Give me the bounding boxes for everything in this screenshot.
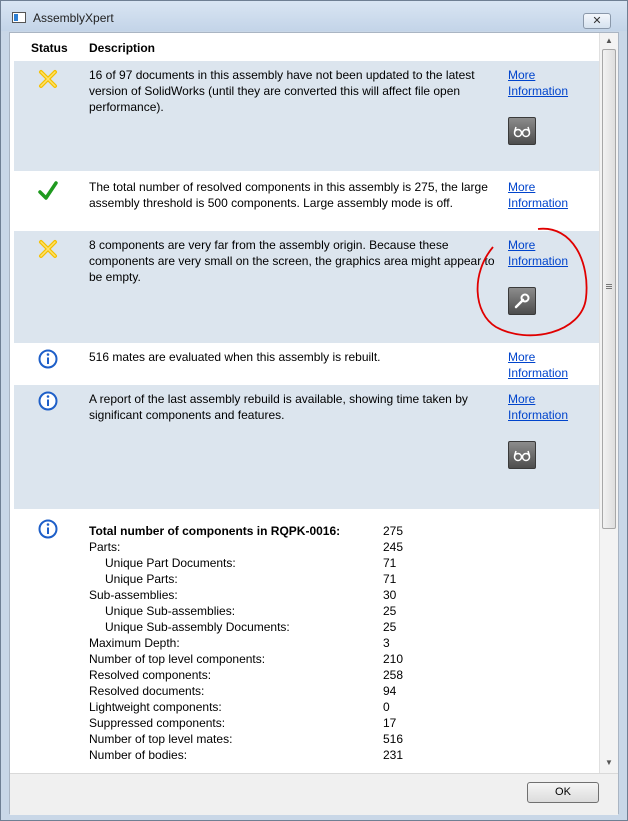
list-item <box>14 61 604 171</box>
summary-label: Unique Sub-assemblies: <box>105 604 236 618</box>
description-column-header: Description <box>89 41 156 55</box>
window-title: AssemblyXpert <box>33 11 114 25</box>
status-column-header: Status <box>31 41 68 55</box>
more-information-link[interactable]: More Information <box>508 392 569 422</box>
list-item <box>14 171 604 231</box>
glasses-icon <box>512 121 532 141</box>
info-icon <box>38 349 58 369</box>
summary-value: 17 <box>383 716 397 730</box>
dialog-footer <box>10 773 618 815</box>
summary-label: Lightweight components: <box>89 700 222 714</box>
summary-value: 25 <box>383 604 397 618</box>
summary-value: 71 <box>383 556 397 570</box>
list-item <box>14 385 604 509</box>
scroll-up-arrow-icon[interactable]: ▲ <box>605 36 613 45</box>
summary-label: Number of bodies: <box>89 748 188 762</box>
row-description: The total number of resolved components in this assembly is 275, the large assembly threshold is 500 components. Large assembly mode is off. <box>89 180 488 210</box>
summary-label: Number of top level components: <box>89 652 266 666</box>
summary-value: 30 <box>383 588 397 602</box>
summary-value: 210 <box>383 652 404 666</box>
ok-button[interactable]: OK <box>527 782 599 803</box>
row-description: A report of the last assembly rebuild is available, showing time taken by significant components and features. <box>89 392 468 422</box>
row-description: 8 components are very far from the assembly origin. Because these components are very small on the screen, the graphics area might appear to be empty. <box>89 238 495 284</box>
summary-value: 516 <box>383 732 404 746</box>
close-button[interactable]: ✕ <box>583 13 611 29</box>
checkmark-icon <box>38 181 58 201</box>
summary-label: Sub-assemblies: <box>89 588 178 602</box>
info-icon <box>38 391 58 411</box>
more-information-link[interactable]: More Information <box>508 238 569 268</box>
summary-value: 25 <box>383 620 397 634</box>
scroll-down-arrow-icon[interactable]: ▼ <box>605 758 613 767</box>
summary-value: 0 <box>383 700 390 714</box>
summary-label: Unique Part Documents: <box>105 556 236 570</box>
warning-x-icon <box>38 69 58 89</box>
client-area <box>9 32 619 814</box>
summary-label: Unique Sub-assembly Documents: <box>105 620 290 634</box>
summary-title: Total number of components in RQPK-0016: <box>89 524 341 538</box>
summary-value: 245 <box>383 540 404 554</box>
list-item <box>14 231 604 343</box>
report-scroll-area <box>14 33 608 773</box>
summary-label: Maximum Depth: <box>89 636 180 650</box>
vertical-scrollbar[interactable] <box>599 33 618 773</box>
summary-label: Parts: <box>89 540 121 554</box>
row-description: 516 mates are evaluated when this assembly is rebuilt. <box>89 350 381 364</box>
summary-label: Number of top level mates: <box>89 732 233 746</box>
title-bar[interactable] <box>1 1 627 31</box>
summary-label: Resolved components: <box>89 668 212 682</box>
summary-value: 71 <box>383 572 397 586</box>
list-item <box>14 343 604 385</box>
more-information-link[interactable]: More Information <box>508 180 569 210</box>
summary-label: Unique Parts: <box>105 572 178 586</box>
summary-value: 94 <box>383 684 397 698</box>
summary-label: Suppressed components: <box>89 716 226 730</box>
glasses-icon <box>512 445 532 465</box>
more-information-link[interactable]: More Information <box>508 350 569 380</box>
more-information-link[interactable]: More Information <box>508 68 569 98</box>
scroll-thumb[interactable] <box>602 49 616 529</box>
summary-title-value: 275 <box>383 524 404 538</box>
app-icon <box>12 12 26 23</box>
view-details-button[interactable] <box>508 117 536 145</box>
info-icon <box>38 519 58 539</box>
row-description: 16 of 97 documents in this assembly have not been updated to the latest version of SolidWorks (until they are converted this will affect file open performance). <box>89 68 475 114</box>
summary-value: 258 <box>383 668 404 682</box>
summary-value: 231 <box>383 748 404 762</box>
component-summary <box>14 509 604 773</box>
view-details-button[interactable] <box>508 441 536 469</box>
red-annotation-circle <box>468 223 598 353</box>
warning-x-icon <box>38 239 58 259</box>
summary-label: Resolved documents: <box>89 684 205 698</box>
summary-value: 3 <box>383 636 390 650</box>
